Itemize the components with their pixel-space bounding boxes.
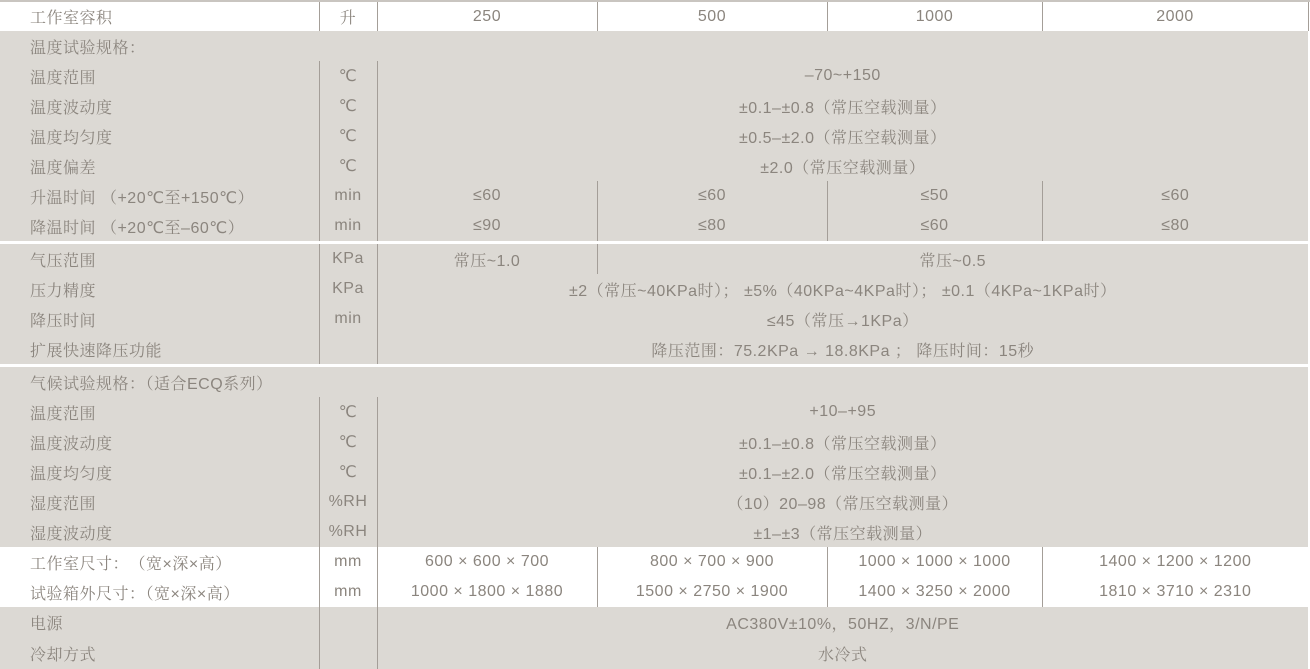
- unit-cell: min: [319, 181, 377, 211]
- row-humidity-fluctuation: [0, 517, 1308, 547]
- value-1000: ≤60: [827, 211, 1042, 241]
- row-value: （10）20–98（常压空载测量）: [377, 487, 1308, 517]
- unit-cell: %RH: [319, 487, 377, 517]
- row-label: 工作室容积: [0, 2, 319, 31]
- row-humidity-range: [0, 487, 1308, 517]
- row-label: 温度均匀度: [0, 457, 319, 487]
- row-temp-deviation: [0, 151, 1308, 181]
- row-value: +10–+95: [377, 397, 1308, 427]
- spec-table: [0, 2, 1309, 669]
- value-250: 250: [377, 2, 597, 31]
- value-500: ≤80: [597, 211, 827, 241]
- row-label: 降温时间 （+20℃至–60℃）: [0, 211, 319, 241]
- row-cooldown-time: [0, 211, 1308, 241]
- row-rapid-depressurize: [0, 334, 1308, 364]
- row-working-volume: [0, 2, 1308, 31]
- row-power-supply: [0, 607, 1308, 638]
- row-label: 升温时间 （+20℃至+150℃）: [0, 181, 319, 211]
- row-heatup-time: [0, 181, 1308, 211]
- row-cooling-method: [0, 638, 1308, 669]
- unit-cell: ℃: [319, 427, 377, 457]
- row-label: 温度范围: [0, 61, 319, 91]
- unit-cell: KPa: [319, 274, 377, 304]
- row-label: 扩展快速降压功能: [0, 334, 319, 364]
- unit-cell: [319, 607, 377, 638]
- section-title-climate: [0, 367, 1308, 397]
- value-250: 1000 × 1800 × 1880: [377, 577, 597, 607]
- section-title: 温度试验规格：: [0, 31, 1308, 61]
- row-value: ±0.1–±0.8（常压空载测量）: [377, 427, 1308, 457]
- row-label: 降压时间: [0, 304, 319, 334]
- value-250: 600 × 600 × 700: [377, 547, 597, 577]
- row-value: –70~+150: [377, 61, 1308, 91]
- row-temp-range: [0, 61, 1308, 91]
- unit-cell: 升: [319, 2, 377, 31]
- unit-cell: %RH: [319, 517, 377, 547]
- row-climate-temp-fluctuation: [0, 427, 1308, 457]
- value-2000: ≤80: [1042, 211, 1308, 241]
- unit-cell: KPa: [319, 244, 377, 274]
- row-label: 气压范围: [0, 244, 319, 274]
- value-2000: 1400 × 1200 × 1200: [1042, 547, 1308, 577]
- row-label: 温度波动度: [0, 427, 319, 457]
- unit-cell: [319, 638, 377, 669]
- unit-cell: ℃: [319, 61, 377, 91]
- row-label: 温度均匀度: [0, 121, 319, 151]
- unit-cell: ℃: [319, 457, 377, 487]
- row-label: 温度波动度: [0, 91, 319, 121]
- row-chamber-dimensions: [0, 547, 1308, 577]
- row-value: ±2（常压~40KPa时）； ±5%（40KPa~4KPa时）； ±0.1（4KPa~1KPa时）: [377, 274, 1308, 304]
- unit-cell: [319, 334, 377, 364]
- value-1000: 1000 × 1000 × 1000: [827, 547, 1042, 577]
- row-value: ±2.0（常压空载测量）: [377, 151, 1308, 181]
- row-pressure-range: [0, 244, 1308, 274]
- row-value: 水冷式: [377, 638, 1308, 669]
- value-2000: 1810 × 3710 × 2310: [1042, 577, 1308, 607]
- unit-cell: ℃: [319, 397, 377, 427]
- row-label: 工作室尺寸： （宽×深×高）: [0, 547, 319, 577]
- row-climate-temp-uniformity: [0, 457, 1308, 487]
- unit-cell: min: [319, 304, 377, 334]
- value-250: 常压~1.0: [377, 244, 597, 274]
- value-250: ≤90: [377, 211, 597, 241]
- row-pressure-accuracy: [0, 274, 1308, 304]
- row-label: 湿度范围: [0, 487, 319, 517]
- value-500: 1500 × 2750 × 1900: [597, 577, 827, 607]
- row-label: 压力精度: [0, 274, 319, 304]
- unit-cell: mm: [319, 547, 377, 577]
- value-1000: 1400 × 3250 × 2000: [827, 577, 1042, 607]
- value-500: 500: [597, 2, 827, 31]
- row-value: 常压~0.5: [597, 244, 1308, 274]
- row-label: 冷却方式: [0, 638, 319, 669]
- row-value: 降压范围：75.2KPa → 18.8KPa ； 降压时间：15秒: [377, 334, 1308, 364]
- row-temp-fluctuation: [0, 91, 1308, 121]
- section-title-temperature: [0, 31, 1308, 61]
- unit-cell: min: [319, 211, 377, 241]
- value-2000: 2000: [1042, 2, 1308, 31]
- row-label: 试验箱外尺寸：（宽×深×高）: [0, 577, 319, 607]
- row-value: AC380V±10%，50HZ，3/N/PE: [377, 607, 1308, 638]
- value-500: 800 × 700 × 900: [597, 547, 827, 577]
- value-250: ≤60: [377, 181, 597, 211]
- row-label: 温度偏差: [0, 151, 319, 181]
- row-label: 温度范围: [0, 397, 319, 427]
- row-climate-temp-range: [0, 397, 1308, 427]
- row-value: ±0.5–±2.0（常压空载测量）: [377, 121, 1308, 151]
- section-title: 气候试验规格：（适合ECQ系列）: [0, 367, 1308, 397]
- unit-cell: ℃: [319, 121, 377, 151]
- value-500: ≤60: [597, 181, 827, 211]
- row-value: ±1–±3（常压空载测量）: [377, 517, 1308, 547]
- value-1000: 1000: [827, 2, 1042, 31]
- row-value: ≤45（常压→1KPa）: [377, 304, 1308, 334]
- row-label: 电源: [0, 607, 319, 638]
- row-temp-uniformity: [0, 121, 1308, 151]
- unit-cell: mm: [319, 577, 377, 607]
- row-exterior-dimensions: [0, 577, 1308, 607]
- row-label: 湿度波动度: [0, 517, 319, 547]
- unit-cell: ℃: [319, 151, 377, 181]
- row-depressurize-time: [0, 304, 1308, 334]
- value-1000: ≤50: [827, 181, 1042, 211]
- row-value: ±0.1–±0.8（常压空载测量）: [377, 91, 1308, 121]
- row-value: ±0.1–±2.0（常压空载测量）: [377, 457, 1308, 487]
- unit-cell: ℃: [319, 91, 377, 121]
- value-2000: ≤60: [1042, 181, 1308, 211]
